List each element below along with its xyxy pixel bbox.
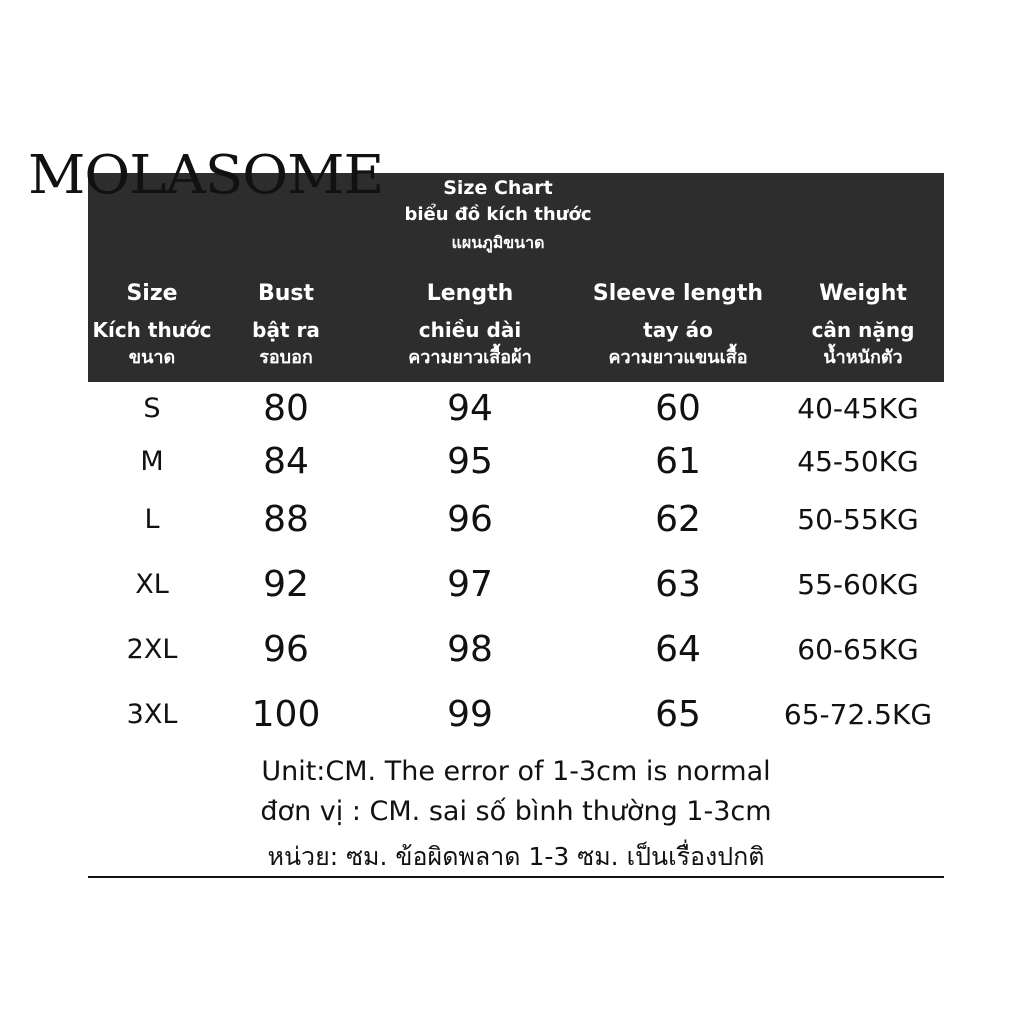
sleeve-cell: 64: [655, 629, 701, 670]
bust-cell: 80: [263, 388, 309, 429]
column-label-th: ขนาด: [128, 347, 176, 368]
chart-title-en: Size Chart: [443, 177, 553, 199]
size-cell: S: [143, 393, 161, 424]
weight-cell: 65-72.5KG: [783, 698, 933, 731]
size-cell: 3XL: [126, 699, 178, 730]
column-label-th: ความยาวเสื้อผ้า: [408, 347, 532, 368]
column-label-en: Sleeve length: [592, 281, 764, 306]
column-label-vi: bật ra: [252, 318, 320, 342]
table-row: [88, 500, 944, 540]
column-label-en: Weight: [819, 281, 907, 306]
table-row: [88, 442, 944, 482]
chart-title-vi: biểu đồ kích thước: [404, 204, 592, 225]
column-header-sleeve: [578, 281, 778, 369]
column-label-vi: cân nặng: [811, 318, 915, 342]
weight-cell: 50-55KG: [797, 503, 919, 536]
bust-cell: 96: [263, 629, 309, 670]
column-label-en: Size: [126, 281, 178, 306]
size-cell: 2XL: [126, 634, 178, 665]
length-cell: 99: [447, 694, 493, 735]
column-label-en: Length: [426, 281, 514, 306]
column-header-bust: [226, 281, 346, 369]
sleeve-cell: 65: [655, 694, 701, 735]
table-row: [88, 695, 944, 735]
column-header-length: [380, 281, 560, 369]
weight-cell: 45-50KG: [797, 445, 919, 478]
table-row: [88, 565, 944, 605]
chart-title-th: แผนภูมิขนาด: [451, 233, 545, 252]
column-label-en: Bust: [257, 281, 315, 306]
size-cell: L: [144, 504, 160, 535]
bust-cell: 84: [263, 441, 309, 482]
column-label-vi: tay áo: [643, 318, 713, 342]
unit-note-th: หน่วย: ซม. ข้อผิดพลาด 1-3 ซม. เป็นเรื่องปกติ: [267, 842, 765, 871]
column-label-th: รอบอก: [259, 347, 313, 368]
length-cell: 96: [447, 499, 493, 540]
column-header-size: [92, 281, 212, 369]
sleeve-cell: 63: [655, 564, 701, 605]
size-cell: M: [140, 446, 164, 477]
table-row: [88, 630, 944, 670]
sleeve-cell: 62: [655, 499, 701, 540]
column-label-vi: Kích thước: [92, 318, 212, 342]
weight-cell: 40-45KG: [797, 392, 919, 425]
bust-cell: 92: [263, 564, 309, 605]
table-row: [88, 389, 944, 429]
bust-cell: 88: [263, 499, 309, 540]
bottom-divider: [88, 876, 944, 878]
column-header-weight: [788, 281, 938, 369]
weight-cell: 60-65KG: [797, 633, 919, 666]
column-label-vi: chiều dài: [418, 318, 522, 342]
sleeve-cell: 61: [655, 441, 701, 482]
weight-cell: 55-60KG: [797, 568, 919, 601]
column-label-th: ความยาวแขนเสื้อ: [608, 347, 748, 368]
unit-note-en: Unit:CM. The error of 1-3cm is normal: [261, 756, 771, 787]
brand-logo: MOLASOME: [28, 144, 384, 207]
length-cell: 98: [447, 629, 493, 670]
size-cell: XL: [135, 569, 169, 600]
length-cell: 95: [447, 441, 493, 482]
sleeve-cell: 60: [655, 388, 701, 429]
column-label-th: น้ำหนักตัว: [823, 347, 903, 368]
unit-note-vi: đơn vị : CM. sai số bình thường 1-3cm: [260, 796, 772, 827]
length-cell: 97: [447, 564, 493, 605]
bust-cell: 100: [251, 694, 321, 735]
length-cell: 94: [447, 388, 493, 429]
